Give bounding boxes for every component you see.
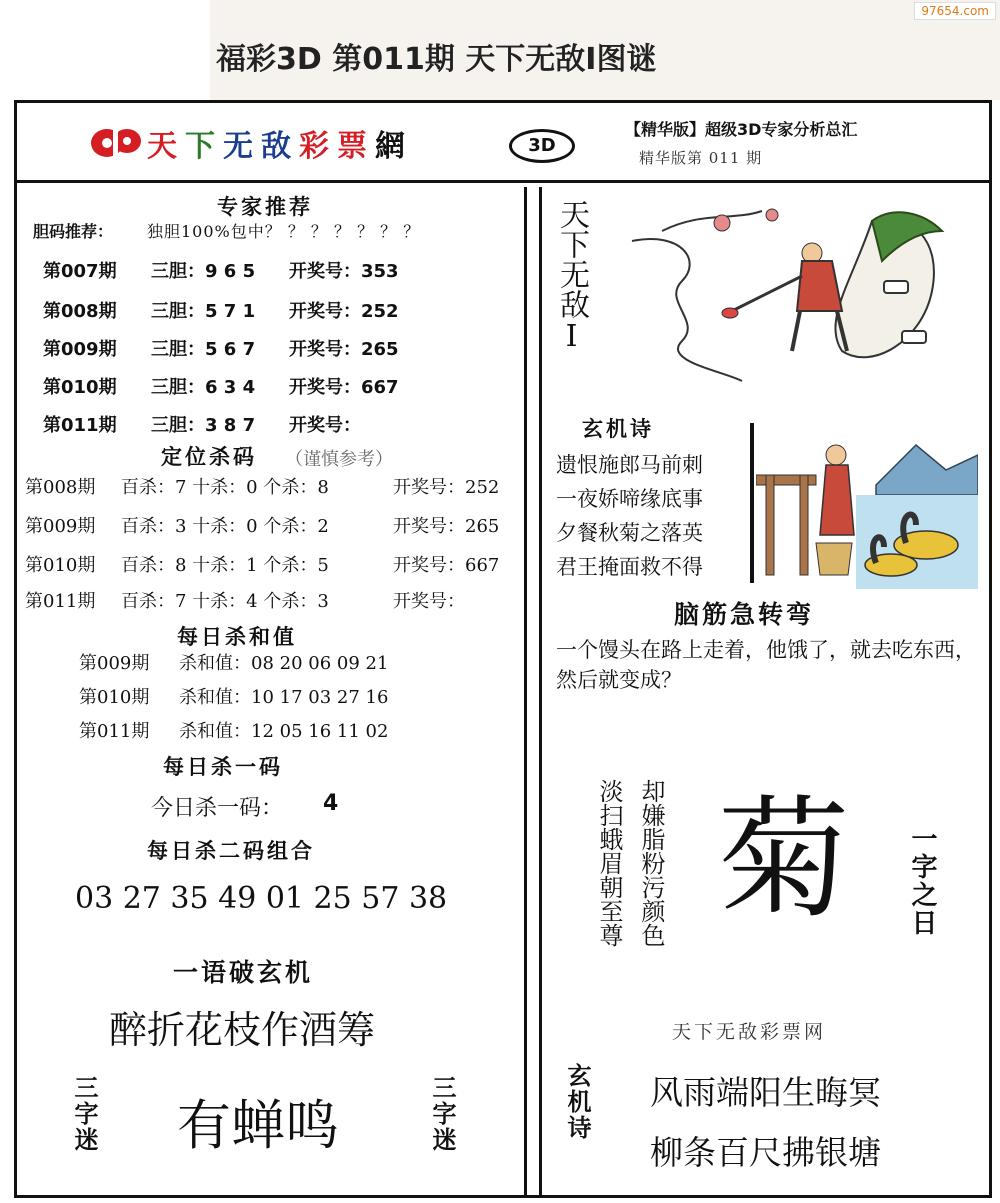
period: 第010期 [43, 377, 117, 398]
bottom-poem-line: 柳条百尺拂银塘 [650, 1133, 881, 1172]
period: 第009期 [25, 516, 96, 537]
sum-kill-title: 每日杀和值 [177, 625, 297, 649]
period: 第010期 [25, 555, 96, 576]
dan-label: 胆码推荐： [33, 222, 114, 241]
illustration-geese-icon [756, 425, 978, 589]
kill-values: 百杀：3 十杀：0 个杀：2 [121, 516, 329, 537]
sandan: 三胆：6 3 4 [151, 377, 256, 398]
logo-char: 票 [337, 129, 375, 164]
poem-line: 遗恨施郎马前刺 [556, 453, 703, 477]
logo-char: 網 [375, 129, 413, 164]
lottery-sheet [14, 100, 992, 1198]
riddle-answer: 有蝉鸣 [177, 1094, 339, 1157]
period: 第009期 [79, 653, 150, 674]
draw-number: 开奖号：265 [393, 516, 500, 537]
logo-char: 彩 [299, 129, 337, 164]
position-kill-note: （谨慎参考） [285, 449, 393, 470]
poem-title: 玄机诗 [582, 417, 654, 441]
one-char-label: 一字之日 [907, 825, 937, 937]
dan-value: 独胆100%包中？ ？ ？ ？ ？ ？ ？ [147, 222, 421, 241]
page-title: 福彩3D 第011期 天下无敌Ⅰ图谜 [216, 42, 657, 77]
riddle-side-label-right: 三字迷 [428, 1075, 456, 1153]
logo-char: 敌 [261, 129, 299, 164]
period: 第008期 [25, 477, 96, 498]
draw-number: 开奖号： [393, 591, 465, 612]
couplet-left: 淡扫蛾眉朝至尊 [595, 779, 623, 947]
logo-char: 无 [223, 129, 261, 164]
riddle-text: 醉折花枝作酒筹 [109, 1008, 376, 1052]
vertical-title: 天下无敌Ⅰ [554, 199, 589, 354]
brain-title: 脑筋急转弯 [674, 600, 815, 629]
riddle-side-label-left: 三字迷 [70, 1075, 98, 1153]
illustration-warrior-icon [622, 201, 954, 399]
draw-number: 开奖号： [289, 415, 361, 436]
draw-number: 开奖号：252 [289, 301, 399, 322]
sandan: 三胆：5 6 7 [151, 339, 256, 360]
period: 第011期 [25, 591, 96, 612]
sum-values: 杀和值：08 20 06 09 21 [179, 653, 389, 674]
kill-one-value: 4 [323, 791, 339, 816]
draw-number: 开奖号：667 [393, 555, 500, 576]
kill-two-title: 每日杀二码组合 [147, 839, 315, 863]
poem-line: 一夜娇啼缘底事 [556, 487, 703, 511]
sum-values: 杀和值：10 17 03 27 16 [179, 687, 389, 708]
brain-text: 一个馒头在路上走着，他饿了，就去吃东西，然后就变成？ [556, 638, 976, 692]
big-character: 菊 [718, 783, 850, 937]
bottom-poem-line: 风雨端阳生晦冥 [650, 1073, 881, 1112]
edition-line: 【精华版】超级3D专家分析总汇 [625, 120, 858, 139]
kill-values: 百杀：8 十杀：1 个杀：5 [121, 555, 329, 576]
period: 第009期 [43, 339, 117, 360]
kill-values: 百杀：7 十杀：4 个杀：3 [121, 591, 329, 612]
watermark: 97654.com [914, 2, 996, 20]
bottom-poem-label: 玄机诗 [563, 1063, 591, 1141]
kill-values: 百杀：7 十杀：0 个杀：8 [121, 477, 329, 498]
period: 第011期 [79, 721, 150, 742]
sandan: 三胆：3 8 7 [151, 415, 256, 436]
position-kill-title: 定位杀码 [161, 445, 257, 469]
riddle-title: 一语破玄机 [173, 958, 314, 987]
couplet-right: 却嫌脂粉污颜色 [637, 779, 665, 947]
period: 第008期 [43, 301, 117, 322]
sum-values: 杀和值：12 05 16 11 02 [179, 721, 389, 742]
title-bar [210, 0, 1000, 100]
period: 第011期 [43, 415, 117, 436]
top-left-blank [0, 0, 210, 100]
period: 第010期 [79, 687, 150, 708]
draw-number: 开奖号：667 [289, 377, 399, 398]
site-name: 天下无敌彩票网 [672, 1021, 827, 1043]
sheet-header [17, 103, 989, 183]
draw-number: 开奖号：353 [289, 261, 399, 282]
draw-number: 开奖号：252 [393, 477, 500, 498]
poem-divider [750, 423, 754, 583]
kill-one-label: 今日杀一码： [151, 796, 284, 821]
poem-line: 夕餐秋菊之落英 [556, 521, 703, 545]
logo-char: 下 [185, 129, 223, 164]
lottery-logo-icon [89, 121, 143, 163]
right-column [539, 187, 989, 1195]
draw-number: 开奖号：265 [289, 339, 399, 360]
issue-line: 精华版第 011 期 [639, 149, 763, 167]
kill-two-value: 03 27 35 49 01 25 57 38 [75, 881, 448, 916]
left-column [17, 187, 527, 1195]
logo-char: 天 [147, 129, 185, 164]
poem-line: 君王掩面救不得 [556, 555, 703, 579]
logo-text [147, 121, 413, 165]
badge-3d: 3D [509, 129, 575, 163]
expert-title: 专家推荐 [217, 195, 313, 219]
sandan: 三胆：9 6 5 [151, 261, 256, 282]
kill-one-title: 每日杀一码 [163, 755, 283, 779]
sandan: 三胆：5 7 1 [151, 301, 256, 322]
period: 第007期 [43, 261, 117, 282]
